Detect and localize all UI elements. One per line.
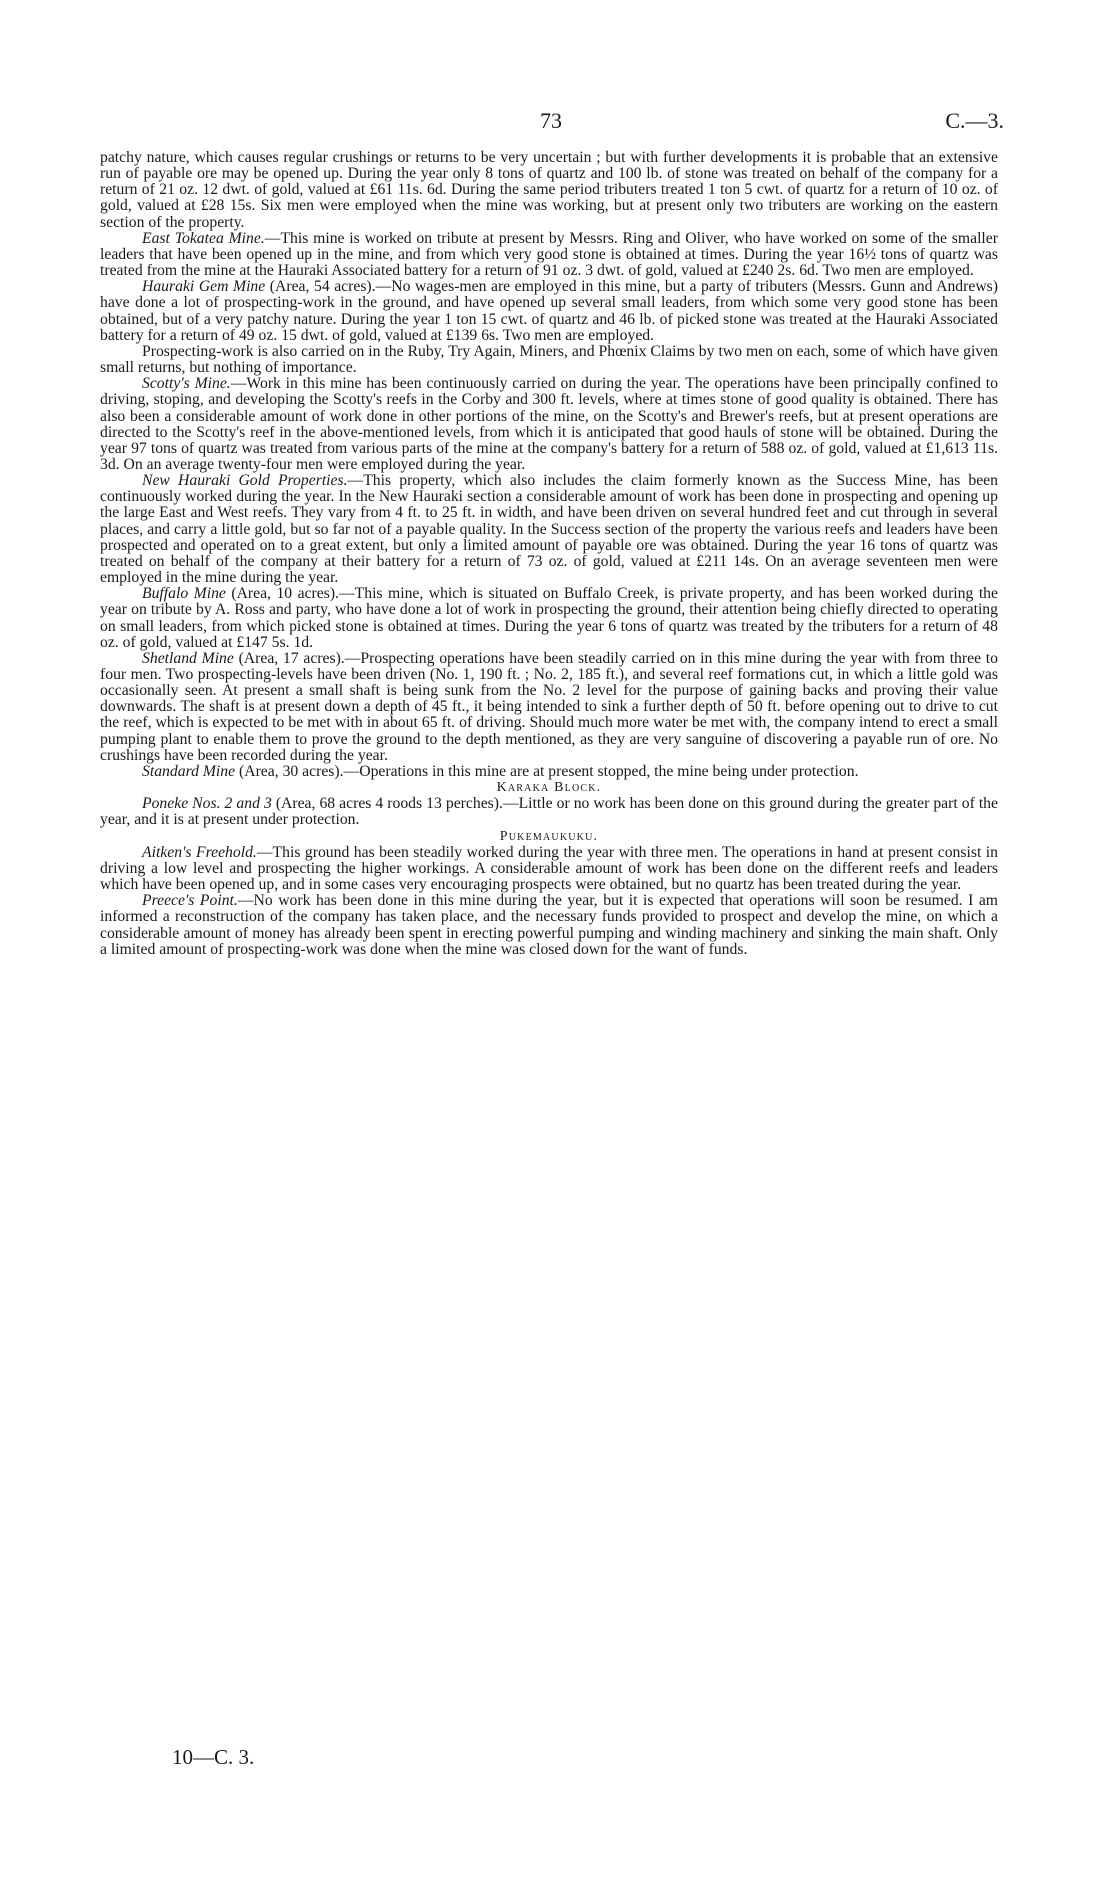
- paragraph-text: (Area, 30 acres).—Operations in this mine are at present stopped, the mine being under protection.: [235, 762, 859, 780]
- paragraph-scottys-mine: [100, 376, 998, 473]
- paragraph-east-tokatea: [100, 231, 998, 279]
- paragraph-text: (Area, 10 acres).—This mine, which is situated on Buffalo Creek, is private property, and has been worked during the year on tribute by A. Ross and party, who have done a lot of work in prospecting the ground, their attention being chiefly directed to operating on small leaders, from which picked stone is obtained at times. During the year 6 tons of quartz was treated by the tributers for a return of 48 oz. of gold, valued at £147 5s. 1d.: [100, 585, 998, 651]
- paragraph-text: —Work in this mine has been continuously carried on during the year. The operations have been principally confined to driving, stoping, and developing the Scotty's reefs in the Corby and 300 ft. levels, where at times stone of good quality is obtained. There has also been a considerable amount of work done in other portions of the mine, on the Scotty's and Brewer's reefs, but at present operations are directed to the Scotty's reef in the above-mentioned levels, from which it is anticipated that good hauls of stone will be obtained. During the year 97 tons of quartz was treated from various parts of the mine at the company's battery for a return of 588 oz. of gold, valued at £1,613 11s. 3d. On an average twenty-four men were employed during the year.: [100, 375, 998, 473]
- paragraph-text: (Area, 54 acres).—No wages-men are employed in this mine, but a party of tributers (Messrs. Gunn and Andrews) have done a lot of prospecting-work in the ground, and have opened up several small leaders, from which some very good stone has been obtained, but of a very patchy nature. During the year 1 ton 15 cwt. of quartz and 46 lb. of picked stone was treated at the Hauraki Associated battery for a return of 49 oz. 15 dwt. of gold, valued at £139 6s. Two men are employed.: [100, 278, 998, 344]
- paragraph-title: Scotty's Mine.: [142, 375, 231, 393]
- page-number: 73: [540, 108, 562, 133]
- paragraph-text: (Area, 17 acres).—Prospecting operations have been steadily carried on in this mine during the year with from three to four men. Two prospecting-levels have been driven (No. 1, 190 ft. ; No. 2, 185 ft.), and several reef formations cut, in which a little gold was occasionally seen. At present a small shaft is being sunk from the No. 2 level for the purpose of gaining backs and proving their value downwards. The shaft is at present down a depth of 45 ft., it being intended to sink a further depth of 50 ft. before opening out to drive to cut the reef, which is expected to be met with in about 65 ft. of driving. Should much more water be met with, the company intend to erect a small pumping plant to enable them to prove the ground to the depth mentioned, as they are very sanguine of discovering a payable run of ore. No crushings have been recorded during the year.: [100, 649, 998, 764]
- paragraph-title: Hauraki Gem Mine: [142, 278, 266, 296]
- paragraph-title: Buffalo Mine: [142, 585, 226, 603]
- paragraph-text: patchy nature, which causes regular crushings or returns to be very uncertain ; but with further developments it is probable that an extensive run of payable ore may be opened up. During the year only 8 tons of quartz and 100 lb. of stone was treated on behalf of the company for a return of 21 oz. 12 dwt. of gold, valued at £61 11s. 6d. During the same period tributers treated 1 ton 5 cwt. of quartz for a return of 10 oz. of gold, valued at £28 15s. Six men were employed when the mine was working, but at present only two tributers are working on the eastern section of the property.: [100, 149, 998, 231]
- paragraph-title: Shetland Mine: [142, 649, 234, 667]
- paragraph-new-hauraki: [100, 473, 998, 586]
- paragraph-text: —This ground has been steadily worked during the year with three men. The operations in hand at present consist in driving a low level and prospecting the higher workings. A considerable amount of work has been done on the different reefs and leaders which have been opened up, and in some cases very encouraging prospects were obtained, but no quartz has been treated during the year.: [100, 843, 998, 894]
- paragraph-title: Preece's Point.: [142, 892, 238, 910]
- paragraph-buffalo-mine: [100, 586, 998, 651]
- paragraph-text: —This mine is worked on tribute at present by Messrs. Ring and Oliver, who have worked on some of the smaller leaders that have been opened up in the mine, and from which very good stone is obtained at times. During the year 16½ tons of quartz was treated from the mine at the Hauraki Associated battery for a return of 91 oz. 3 dwt. of gold, valued at £240 2s. 6d. Two men are employed.: [100, 229, 998, 280]
- paragraph-prospecting-claims: [100, 344, 998, 376]
- paragraph-hauraki-gem: [100, 279, 998, 344]
- paragraph-title: East Tokatea Mine.: [142, 229, 265, 247]
- paragraph-aitkens-freehold: [100, 845, 998, 893]
- section-heading-pukemaukuku: Pukemaukuku.: [499, 828, 599, 844]
- paragraph-text: —This property, which also includes the claim formerly known as the Success Mine, has been continuously worked during the year. In the New Hauraki section a considerable amount of work has been done in prospecting and opening up the large East and West reefs. They vary from 4 ft. to 25 ft. in width, and have been driven on several hundred feet and cut through in several places, and carry a little gold, but so far not of a payable quality. In the Success section of the property the various reefs and leaders have been prospected and operated on to a great extent, but only a limited amount of payable ore was obtained. During the year 16 tons of quartz was treated on behalf of the company at their battery for a return of 73 oz. of gold, valued at £211 14s. On an average seventeen men were employed in the mine during the year.: [100, 472, 998, 587]
- paragraph-text: —No work has been done in this mine during the year, but it is expected that operations will soon be resumed. I am informed a reconstruction of the company has taken place, and the necessary funds provided to prospect and develop the mine, on which a considerable amount of money has already been spent in erecting powerful pumping and winding machinery and sinking the main shaft. Only a limited amount of prospecting-work was done when the mine was closed down for the want of funds.: [100, 892, 999, 958]
- paragraph-standard-mine: [100, 764, 998, 780]
- paragraph-preeces-point: [100, 893, 998, 958]
- document-reference: C.—3.: [945, 108, 1004, 133]
- section-heading-karaka: Karaka Block.: [496, 780, 602, 796]
- paragraph-text: (Area, 68 acres 4 roods 13 perches).—Little or no work has been done on this ground during the greater part of the year, and it is at present under protection.: [100, 795, 998, 829]
- page-body: [100, 150, 998, 958]
- paragraph-shetland-mine: [100, 651, 998, 764]
- page-header: [0, 108, 1114, 138]
- paragraph-title: Poneke Nos. 2 and 3: [142, 795, 272, 813]
- paragraph-text: Prospecting-work is also carried on in the Ruby, Try Again, Miners, and Phœnix Claims by two men on each, some of which have given small returns, but nothing of importance.: [100, 342, 998, 377]
- paragraph-title: Aitken's Freehold.: [142, 843, 257, 861]
- footer-signature: 10—C. 3.: [172, 1745, 255, 1769]
- paragraph-poneke: [100, 796, 998, 828]
- paragraph-continued: [100, 150, 998, 231]
- paragraph-title: Standard Mine: [142, 762, 236, 780]
- paragraph-title: New Hauraki Gold Properties.: [142, 472, 348, 490]
